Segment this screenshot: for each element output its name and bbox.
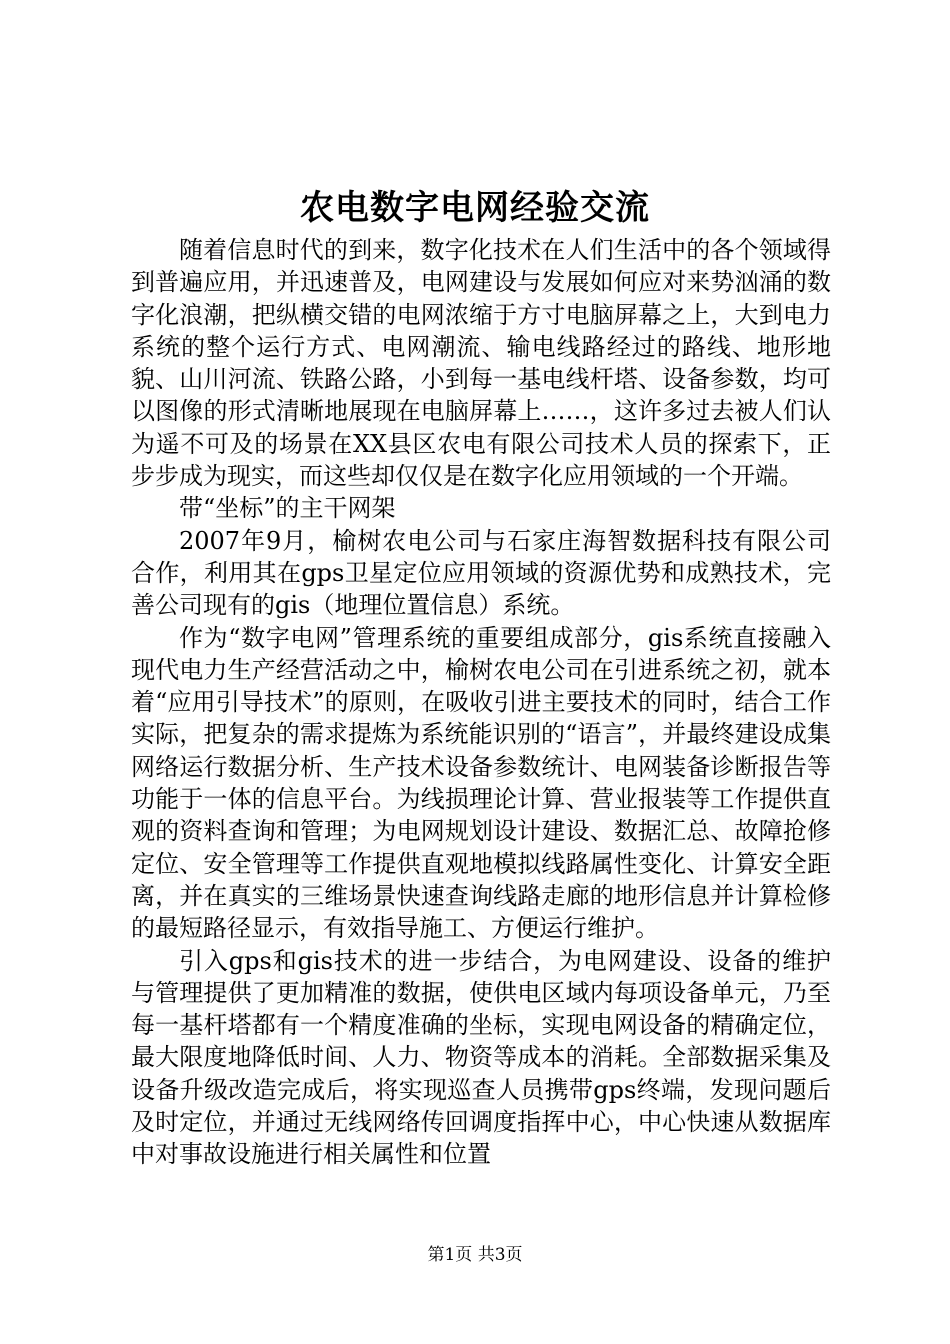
paragraph-gis-system: 作为“数字电网”管理系统的重要组成部分，gis系统直接融入现代电力生产经营活动之中，榆树农电公司在引进系统之初，就本着“应用引导技术”的原则，在吸收引进主要技术的同时，结合工作实际，把复杂的需求提炼为系统能识别的“语言”，并最终建设成集网络运行数据分析、生产技术设备参数统计、电网装备诊断报告等功能于一体的信息平台。为线损理论计算、营业报装等工作提供直观的资料查询和管理；为电网规划设计建设、数据汇总、故障抢修定位、安全管理等工作提供直观地模拟线路属性变化、计算安全距离，并在真实的三维场景快速查询线路走廊的地形信息并计算检修的最短路径显示，有效指导施工、方便运行维护。	[131, 623, 831, 943]
paragraph-cooperation: 2007年9月，榆树农电公司与石家庄海智数据科技有限公司合作，利用其在gps卫星定位应用领域的资源优势和成熟技术，完善公司现有的gis（地理位置信息）系统。	[131, 526, 831, 620]
paragraph-gps-gis: 引入gps和gis技术的进一步结合，为电网建设、设备的维护与管理提供了更加精准的数据，使供电区域内每项设备单元，乃至每一基杆塔都有一个精度准确的坐标，实现电网设备的精确定位，最大限度地降低时间、人力、物资等成本的消耗。全部数据采集及设备升级改造完成后，将实现巡查人员携带gps终端，发现问题后及时定位，并通过无线网络传回调度指挥中心，中心快速从数据库中对事故设施进行相关属性和位置	[131, 946, 831, 1169]
document-body	[131, 234, 831, 1171]
paragraph-intro: 随着信息时代的到来，数字化技术在人们生活中的各个领域得到普遍应用，并迅速普及，电网建设与发展如何应对来势汹涌的数字化浪潮，把纵横交错的电网浓缩于方寸电脑屏幕之上，大到电力系统的整个运行方式、电网潮流、输电线路经过的路线、地形地貌、山川河流、铁路公路，小到每一基电线杆塔、设备参数，均可以图像的形式清晰地展现在电脑屏幕上……，这许多过去被人们认为遥不可及的场景在XX县区农电有限公司技术人员的探索下，正步步成为现实，而这些却仅仅是在数字化应用领域的一个开端。	[131, 236, 831, 491]
section-heading: 带“坐标”的主干网架	[179, 494, 396, 523]
document-title: 农电数字电网经验交流	[300, 188, 650, 228]
page-footer: 第1页 共3页	[427, 1245, 523, 1265]
